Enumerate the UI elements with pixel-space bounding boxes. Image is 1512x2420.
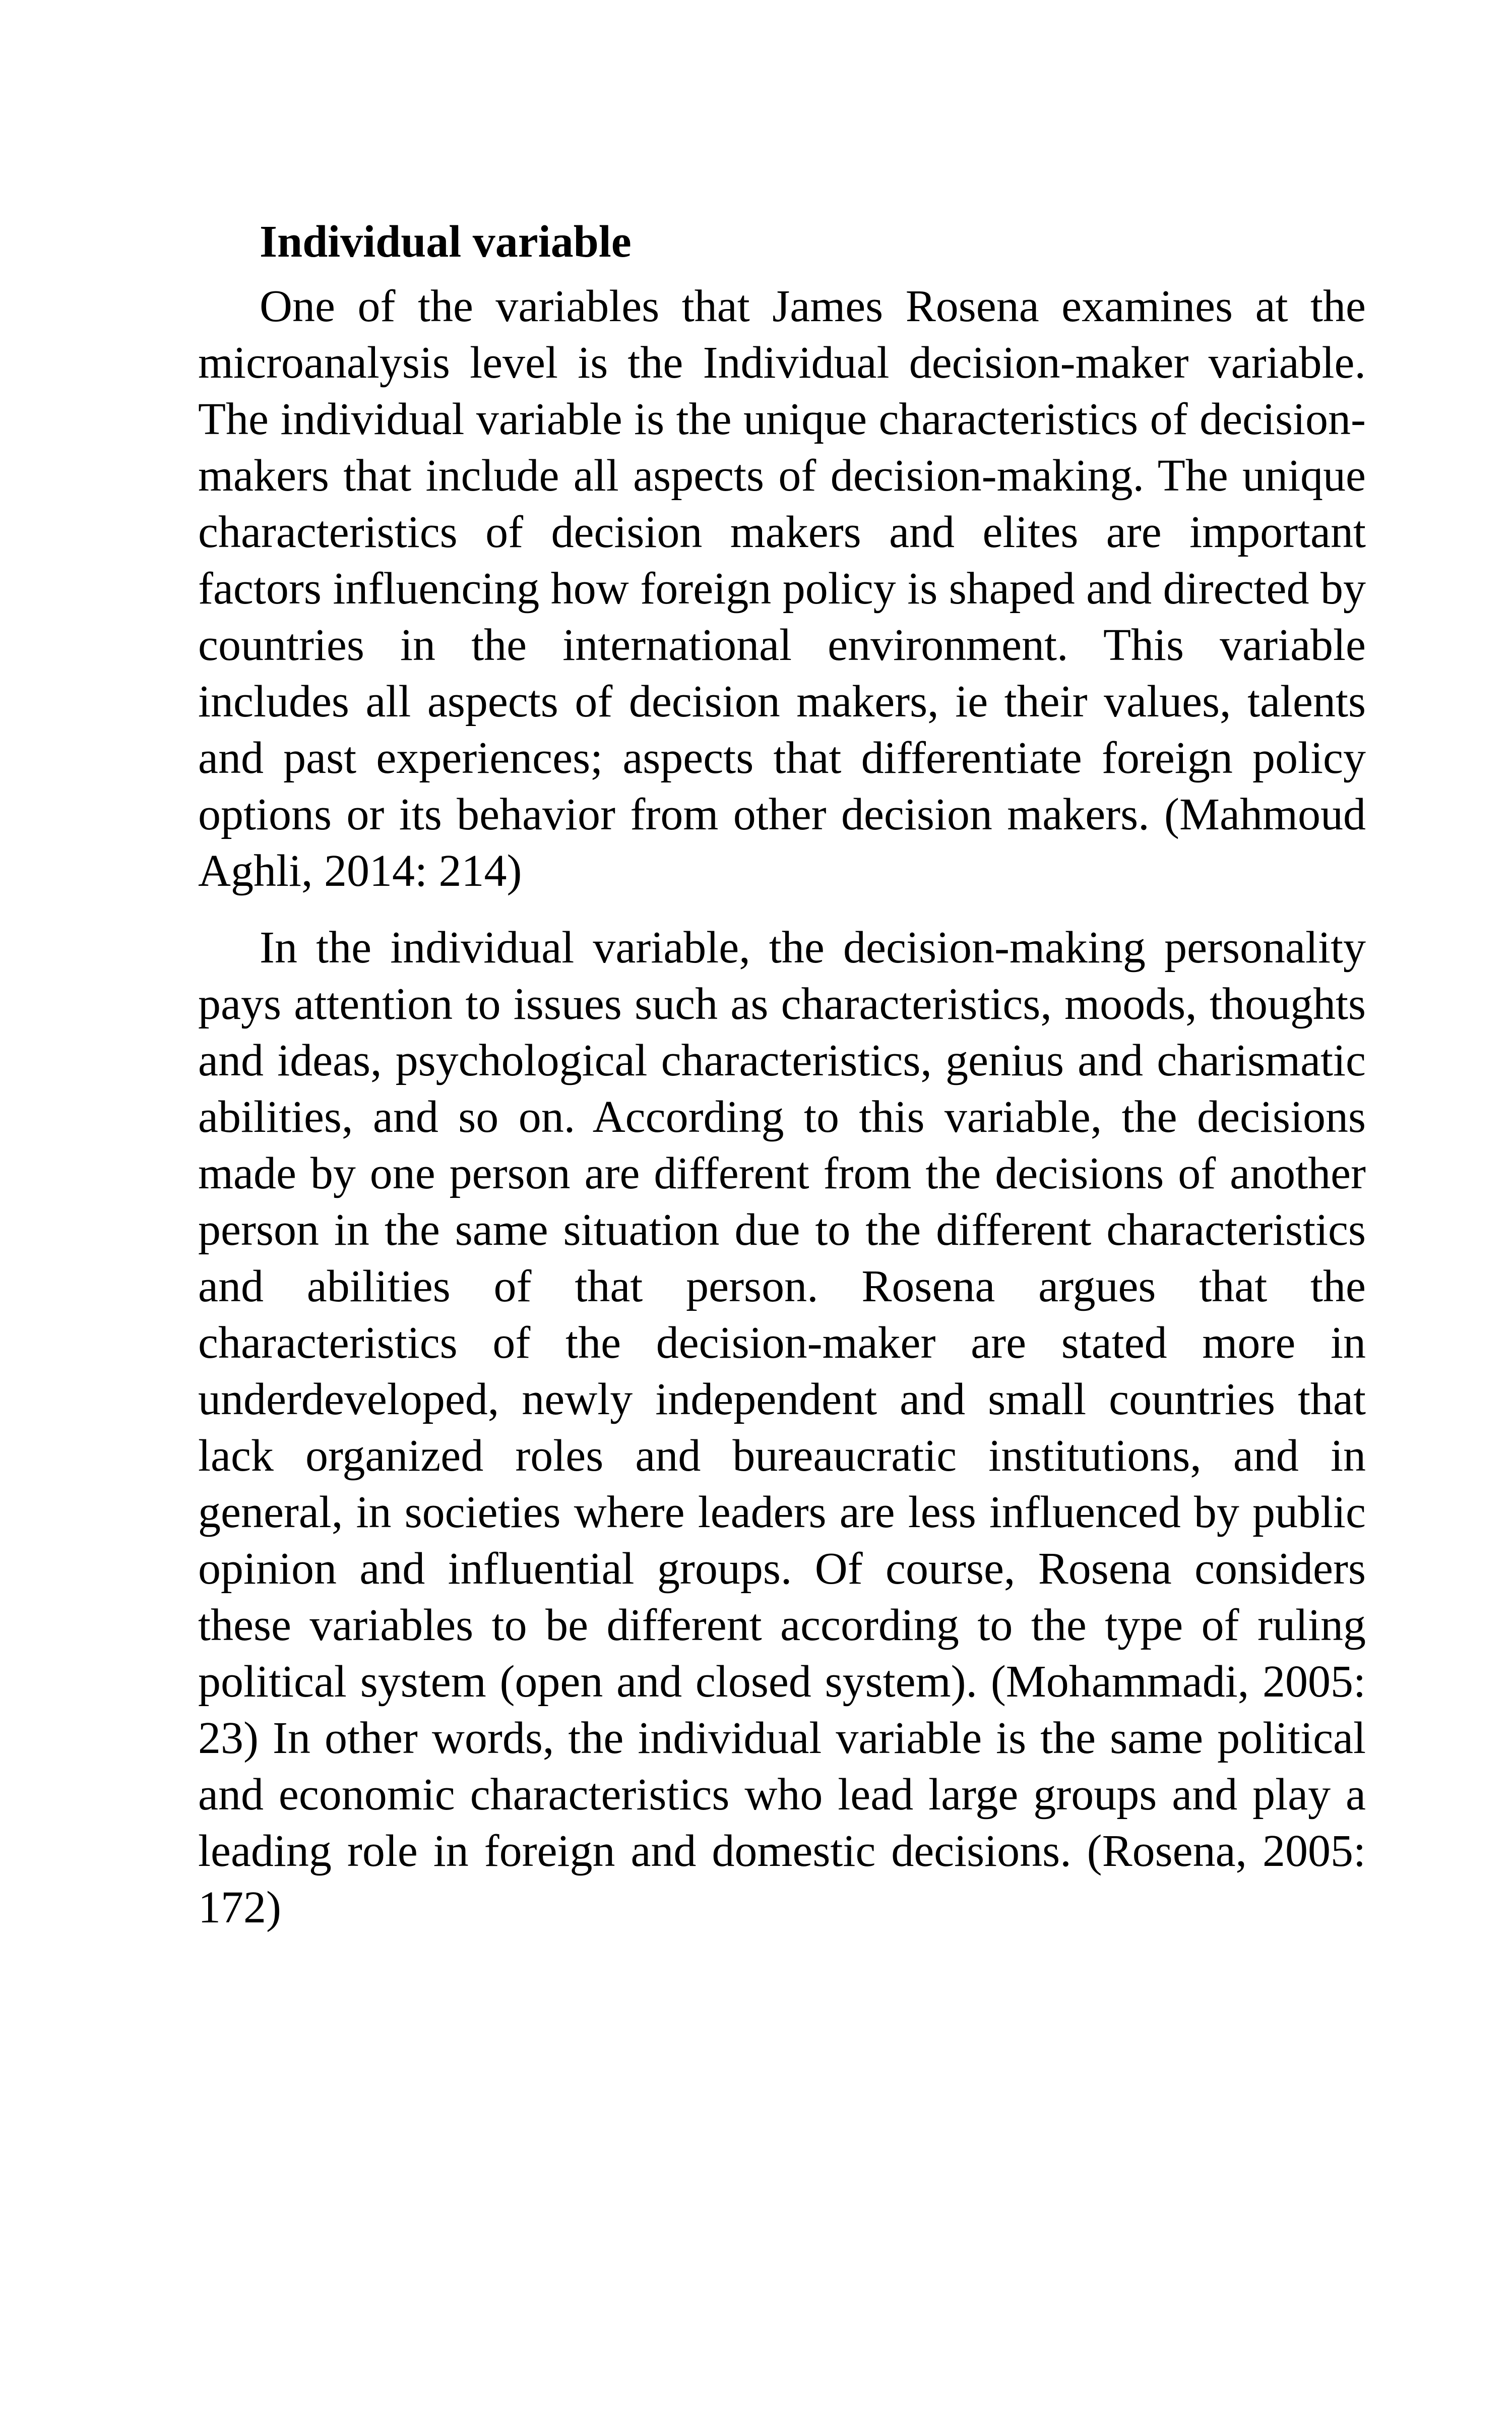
paragraph-2: In the individual variable, the decision-making personality pays attention to issues such as characteristics, moods, thoughts and ideas, psychological characteristics, genius and charismatic abilities, and so on. According to this variable, the decisions made by one person are different from the decisions of another person in the same situation due to the different characteristics and abilities of that person. Rosena argues that the characteristics of the decision-maker are stated more in underdeveloped, newly independent and small countries that lack organized roles and bureaucratic institutions, and in general, in societies where leaders are less influenced by public opinion and influential groups. Of course, Rosena considers these variables to be different according to the type of ruling political system (open and closed system). (Mohammadi, 2005: 23) In other words, the individual variable is the same political and economic characteristics who lead large groups and play a leading role in foreign and domestic decisions. (Rosena, 2005: 172) [198,923,1366,1932]
document-page [198,217,1366,1936]
paragraph-1: One of the variables that James Rosena examines at the microanalysis level is the Individual decision-maker variable. The individual variable is the unique characteristics of decision-makers that include all aspects of decision-making. The unique characteristics of decision makers and elites are important factors influencing how foreign policy is shaped and directed by countries in the international environment. This variable includes all aspects of decision makers, ie their values, talents and past experiences; aspects that differentiate foreign policy options or its behavior from other decision makers. (Mahmoud Aghli, 2014: 214) [198,281,1366,896]
section-heading: Individual variable [260,217,632,267]
